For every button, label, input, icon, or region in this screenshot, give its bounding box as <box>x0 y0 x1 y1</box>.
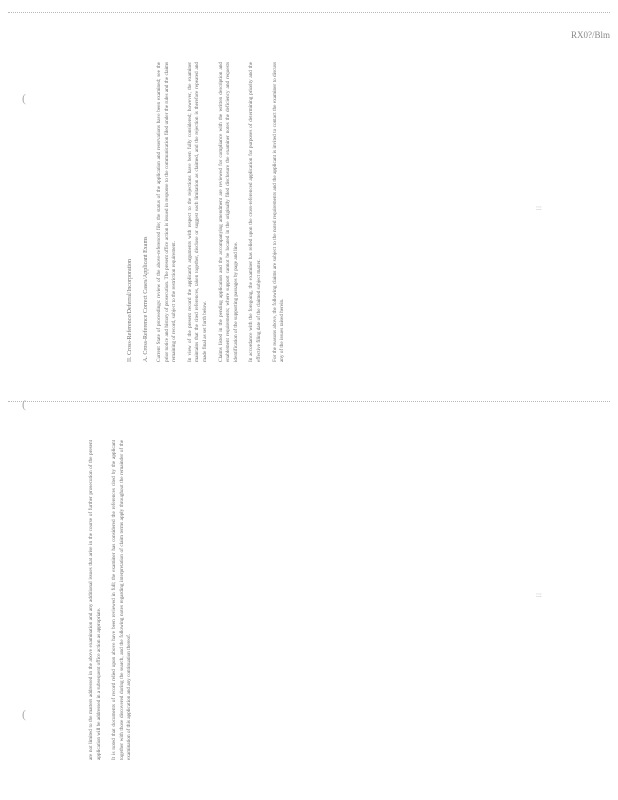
page-number-mark: ::: <box>536 204 542 212</box>
top-dotted-rule <box>8 12 610 13</box>
document-id-label: RX0?/Blm <box>570 30 610 40</box>
hole-punch-mark: ( <box>22 397 26 411</box>
continuation-paragraph: It is noted that documents of record relied upon above have been reviewed in full; the examiner has considered the references cited by the applicant together with those discovered during the search, and the following notes regarding interpretation of claim terms apply throughout the remainder of the examination of this application and any continuation thereof. <box>111 440 133 760</box>
continuation-paragraph: are not limited to the matters addressed in the above examination and any additional issues that arise in the course of further prosecution of the present application will be addressed in a subsequent office action as appropriate. <box>88 440 102 760</box>
body-paragraph: Claims listed in the pending application and the accompanying amendment are reviewed for compliance with the written description and enablement requirements; where support cannot be located in the originally filed disclosure the examiner notes the deficiency and requests identification of the supporting passages by page and line. <box>217 62 239 362</box>
section-subheading: A. Cross-Reference Correct Cases/Applicant Exams <box>143 236 149 362</box>
lower-page-body <box>88 440 134 760</box>
page-divider-rule <box>8 401 610 402</box>
body-paragraph: For the reasons above, the following claims are subject to the noted requirements and the applicant is invited to contact the examiner to discuss any of the issues raised herein. <box>271 62 286 362</box>
hole-punch-mark: ( <box>22 91 26 105</box>
hole-punch-mark: ( <box>22 707 26 721</box>
upper-page-body <box>126 62 287 362</box>
section-heading: II. Cross-Reference/Deferral/Incorporation <box>127 259 133 362</box>
page-number-mark: ::: <box>536 591 542 599</box>
body-paragraph: In view of the present record the applicant's arguments with respect to the rejections have been fully considered; however, the examiner maintains that the cited references, taken together, disclose or suggest each limitation as claimed, and the rejection is therefore repeated and made final as set forth below. <box>186 62 208 362</box>
body-paragraph: Current State of proceedings: review of the above-referenced file; the status of the application and reservations have been examined; see the prior notice and history of prosecution. The present office action is issued in response to the communication filed under the rules and the claims remaining of record, subject to the restriction requirement. <box>156 62 178 362</box>
body-paragraph: In accordance with the foregoing, the examiner has relied upon the cross-referenced application for purposes of determining priority and the effective filing date of the claimed subject matter. <box>248 62 262 362</box>
